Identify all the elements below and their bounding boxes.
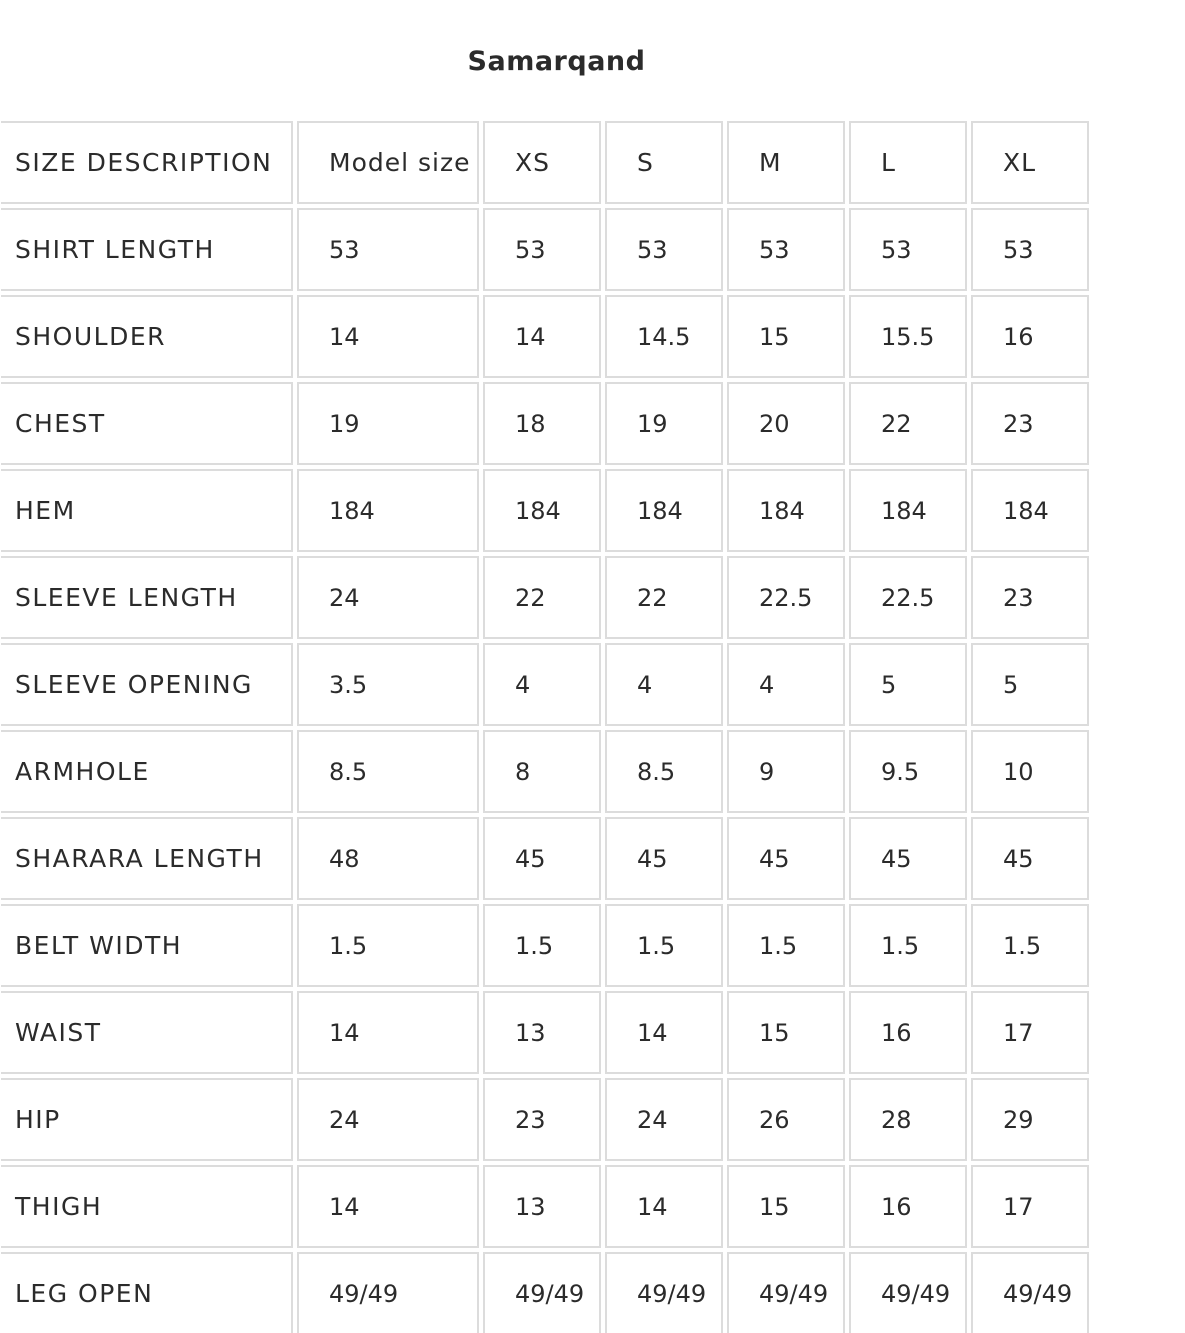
measurement-cell: 49/49 (727, 1252, 845, 1333)
row-label: HIP (1, 1078, 293, 1161)
measurement-cell: 19 (605, 382, 723, 465)
measurement-cell: 45 (727, 817, 845, 900)
measurement-cell: 14 (605, 1165, 723, 1248)
column-header-size: S (605, 121, 723, 204)
measurement-cell: 4 (483, 643, 601, 726)
measurement-cell: 1.5 (297, 904, 479, 987)
measurement-cell: 17 (971, 991, 1089, 1074)
row-label: THIGH (1, 1165, 293, 1248)
table-row (1, 1078, 1089, 1161)
measurement-cell: 45 (971, 817, 1089, 900)
size-chart-table (0, 117, 1093, 1333)
measurement-cell: 8.5 (297, 730, 479, 813)
table-row (1, 1165, 1089, 1248)
measurement-cell: 22 (849, 382, 967, 465)
measurement-cell: 14 (297, 991, 479, 1074)
measurement-cell: 22 (483, 556, 601, 639)
measurement-cell: 184 (727, 469, 845, 552)
measurement-cell: 49/49 (605, 1252, 723, 1333)
measurement-cell: 53 (605, 208, 723, 291)
table-row (1, 991, 1089, 1074)
measurement-cell: 29 (971, 1078, 1089, 1161)
measurement-cell: 8.5 (605, 730, 723, 813)
measurement-cell: 1.5 (727, 904, 845, 987)
table-row (1, 904, 1089, 987)
measurement-cell: 24 (297, 1078, 479, 1161)
row-label: SHARARA LENGTH (1, 817, 293, 900)
measurement-cell: 14.5 (605, 295, 723, 378)
measurement-cell: 184 (971, 469, 1089, 552)
row-label: SHIRT LENGTH (1, 208, 293, 291)
size-chart-body (1, 121, 1089, 1333)
measurement-cell: 23 (483, 1078, 601, 1161)
measurement-cell: 14 (297, 295, 479, 378)
measurement-cell: 15.5 (849, 295, 967, 378)
measurement-cell: 17 (971, 1165, 1089, 1248)
measurement-cell: 13 (483, 1165, 601, 1248)
measurement-cell: 15 (727, 295, 845, 378)
measurement-cell: 5 (849, 643, 967, 726)
measurement-cell: 23 (971, 382, 1089, 465)
table-row (1, 1252, 1089, 1333)
measurement-cell: 184 (849, 469, 967, 552)
measurement-cell: 184 (605, 469, 723, 552)
column-header-size: M (727, 121, 845, 204)
measurement-cell: 16 (849, 1165, 967, 1248)
measurement-cell: 4 (605, 643, 723, 726)
measurement-cell: 4 (727, 643, 845, 726)
measurement-cell: 53 (727, 208, 845, 291)
measurement-cell: 9 (727, 730, 845, 813)
row-label: SLEEVE OPENING (1, 643, 293, 726)
column-header-size: L (849, 121, 967, 204)
measurement-cell: 184 (483, 469, 601, 552)
table-row (1, 643, 1089, 726)
measurement-cell: 49/49 (483, 1252, 601, 1333)
measurement-cell: 45 (483, 817, 601, 900)
measurement-cell: 1.5 (605, 904, 723, 987)
column-header-size: Model size (297, 121, 479, 204)
measurement-cell: 16 (849, 991, 967, 1074)
measurement-cell: 53 (297, 208, 479, 291)
row-label: BELT WIDTH (1, 904, 293, 987)
page-title: Samarqand (467, 46, 646, 77)
row-label: HEM (1, 469, 293, 552)
measurement-cell: 13 (483, 991, 601, 1074)
measurement-cell: 49/49 (297, 1252, 479, 1333)
measurement-cell: 48 (297, 817, 479, 900)
measurement-cell: 15 (727, 1165, 845, 1248)
measurement-cell: 1.5 (849, 904, 967, 987)
table-row (1, 208, 1089, 291)
column-header-size-description: SIZE DESCRIPTION (1, 121, 293, 204)
row-label: WAIST (1, 991, 293, 1074)
table-row (1, 730, 1089, 813)
measurement-cell: 53 (971, 208, 1089, 291)
measurement-cell: 18 (483, 382, 601, 465)
row-label: SHOULDER (1, 295, 293, 378)
measurement-cell: 49/49 (849, 1252, 967, 1333)
measurement-cell: 23 (971, 556, 1089, 639)
table-row (1, 295, 1089, 378)
row-label: LEG OPEN (1, 1252, 293, 1333)
measurement-cell: 24 (605, 1078, 723, 1161)
row-label: CHEST (1, 382, 293, 465)
measurement-cell: 16 (971, 295, 1089, 378)
measurement-cell: 184 (297, 469, 479, 552)
measurement-cell: 26 (727, 1078, 845, 1161)
table-row (1, 469, 1089, 552)
measurement-cell: 19 (297, 382, 479, 465)
row-label: ARMHOLE (1, 730, 293, 813)
measurement-cell: 24 (297, 556, 479, 639)
measurement-cell: 1.5 (483, 904, 601, 987)
measurement-cell: 22.5 (849, 556, 967, 639)
measurement-cell: 1.5 (971, 904, 1089, 987)
measurement-cell: 14 (483, 295, 601, 378)
measurement-cell: 45 (605, 817, 723, 900)
column-header-size: XL (971, 121, 1089, 204)
measurement-cell: 8 (483, 730, 601, 813)
column-header-size: XS (483, 121, 601, 204)
measurement-cell: 45 (849, 817, 967, 900)
measurement-cell: 53 (483, 208, 601, 291)
measurement-cell: 20 (727, 382, 845, 465)
measurement-cell: 10 (971, 730, 1089, 813)
table-row (1, 556, 1089, 639)
measurement-cell: 9.5 (849, 730, 967, 813)
measurement-cell: 53 (849, 208, 967, 291)
measurement-cell: 3.5 (297, 643, 479, 726)
measurement-cell: 14 (605, 991, 723, 1074)
table-row (1, 817, 1089, 900)
measurement-cell: 22 (605, 556, 723, 639)
measurement-cell: 28 (849, 1078, 967, 1161)
measurement-cell: 15 (727, 991, 845, 1074)
measurement-cell: 14 (297, 1165, 479, 1248)
measurement-cell: 49/49 (971, 1252, 1089, 1333)
row-label: SLEEVE LENGTH (1, 556, 293, 639)
header-row (1, 121, 1089, 204)
measurement-cell: 5 (971, 643, 1089, 726)
measurement-cell: 22.5 (727, 556, 845, 639)
table-row (1, 382, 1089, 465)
